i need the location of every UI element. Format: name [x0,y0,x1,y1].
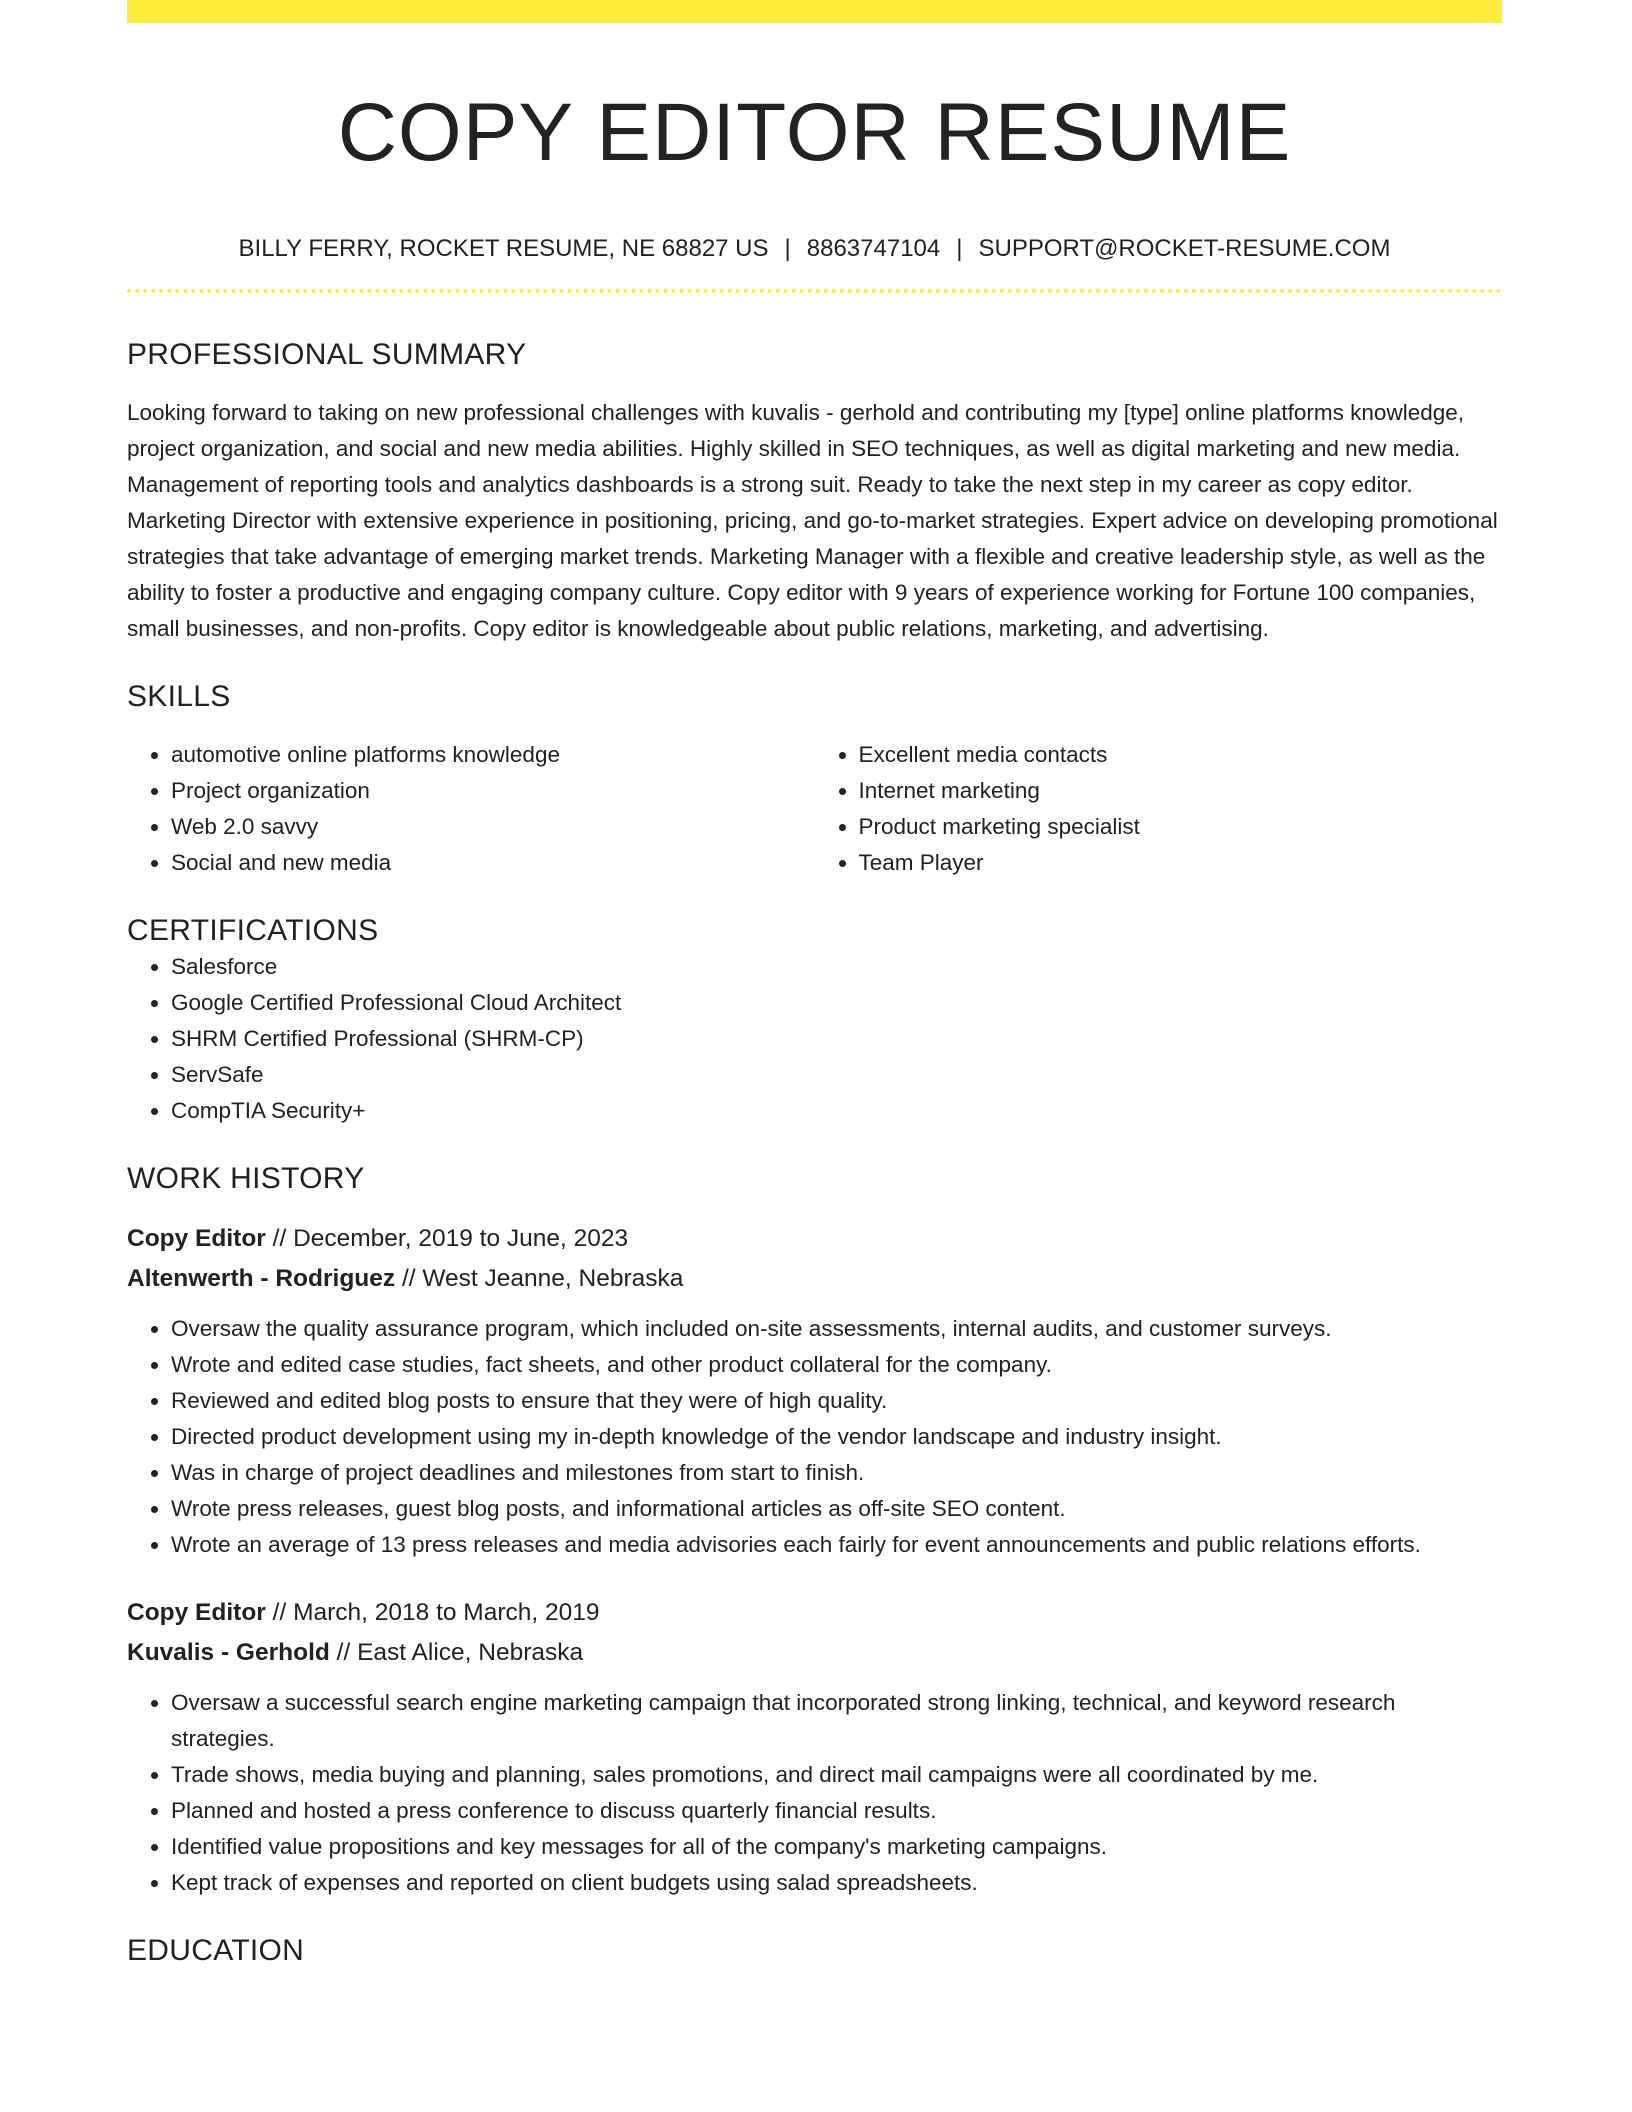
skill-item: • Social and new media [171,845,815,881]
skill-item: • Project organization [171,773,815,809]
job-title: Copy Editor [127,1599,266,1626]
summary-text: Looking forward to taking on new professional challenges with kuvalis - gerhold and contributing my [type] online platforms knowledge, project organization, and social and new media abilities. Highly skilled in SEO techniques, as well as digital marketing and new media. Management of reporting tools and analytics dashboards is a strong suit. Ready to take the next step in my career as copy editor. Marketing Director with extensive experience in positioning, pricing, and go-to-market strategies. Expert advice on developing promotional strategies that take advantage of emerging market trends. Marketing Manager with a flexible and creative leadership style, as well as the ability to foster a productive and engaging company culture. Copy editor with 9 years of experience working for Fortune 100 companies, small businesses, and non-profits. Copy editor is knowledgeable about public relations, marketing, and advertising. [127,400,1498,641]
job-dates: // March, 2018 to March, 2019 [265,1599,600,1626]
job-entry [127,1593,1502,1901]
job-bullet: • Wrote an average of 13 press releases and media advisories each fairly for event announcements and public relations efforts. [171,1527,1502,1563]
job-bullet: • Wrote and edited case studies, fact sheets, and other product collateral for the company. [171,1347,1502,1383]
job-company-line [127,1259,1502,1299]
job-bullet: • Wrote press releases, guest blog posts, and informational articles as off-site SEO content. [171,1491,1502,1527]
skills-list [127,737,1502,881]
contact-phone: 8863747104 [806,235,941,262]
job-title-line [127,1593,1502,1633]
skill-item: • Product marketing specialist [859,809,1503,845]
job-bullet: • Reviewed and edited blog posts to ensure that they were of high quality. [171,1383,1502,1419]
job-bullet: • Oversaw a successful search engine marketing campaign that incorporated strong linking, technical, and keyword research strategies. [171,1685,1502,1757]
skill-item: • Team Player [859,845,1503,881]
job-title-line [127,1219,1502,1259]
resume-title: COPY EDITOR RESUME [337,87,1292,178]
top-accent-bar [127,0,1502,23]
contact-line [127,233,1502,265]
work-history-heading: WORK HISTORY [127,1162,365,1195]
skill-item: • automotive online platforms knowledge [171,737,815,773]
resume-page [127,0,1502,1969]
skills-left-column [127,737,815,881]
contact-separator: | [784,235,791,262]
job-bullet: • Identified value propositions and key messages for all of the company's marketing campaigns. [171,1829,1502,1865]
job-entry [127,1219,1502,1563]
job-location: // East Alice, Nebraska [329,1639,584,1666]
skill-item: • Excellent media contacts [859,737,1503,773]
job-company: Altenwerth - Rodriguez [127,1265,396,1292]
skill-item: • Web 2.0 savvy [171,809,815,845]
certification-item: • CompTIA Security+ [171,1093,1502,1129]
skills-right-column [815,737,1503,881]
dotted-divider [127,289,1502,293]
job-bullets [127,1311,1502,1563]
job-bullet: • Planned and hosted a press conference to discuss quarterly financial results. [171,1793,1502,1829]
certification-item: • SHRM Certified Professional (SHRM-CP) [171,1021,1502,1057]
job-title: Copy Editor [127,1225,266,1252]
contact-address: BILLY FERRY, ROCKET RESUME, NE 68827 US [238,235,769,262]
certification-item: • Salesforce [171,949,1502,985]
certifications-heading: CERTIFICATIONS [127,914,379,947]
contact-email: SUPPORT@ROCKET-RESUME.COM [978,235,1391,262]
job-company-line [127,1633,1502,1673]
job-bullet: • Was in charge of project deadlines and milestones from start to finish. [171,1455,1502,1491]
certifications-list [127,949,1502,1129]
job-company: Kuvalis - Gerhold [127,1639,330,1666]
education-heading: EDUCATION [127,1934,305,1967]
certification-item: • ServSafe [171,1057,1502,1093]
job-bullet: • Directed product development using my in-depth knowledge of the vendor landscape and industry insight. [171,1419,1502,1455]
summary-heading: PROFESSIONAL SUMMARY [127,338,527,371]
job-bullets [127,1685,1502,1901]
job-bullet: • Trade shows, media buying and planning, sales promotions, and direct mail campaigns were all coordinated by me. [171,1757,1502,1793]
job-bullet: • Oversaw the quality assurance program, which included on-site assessments, internal audits, and customer surveys. [171,1311,1502,1347]
contact-separator: | [956,235,963,262]
skills-heading: SKILLS [127,680,231,713]
skill-item: • Internet marketing [859,773,1503,809]
job-location: // West Jeanne, Nebraska [395,1265,684,1292]
certification-item: • Google Certified Professional Cloud Architect [171,985,1502,1021]
job-dates: // December, 2019 to June, 2023 [265,1225,629,1252]
job-bullet: • Kept track of expenses and reported on client budgets using salad spreadsheets. [171,1865,1502,1901]
